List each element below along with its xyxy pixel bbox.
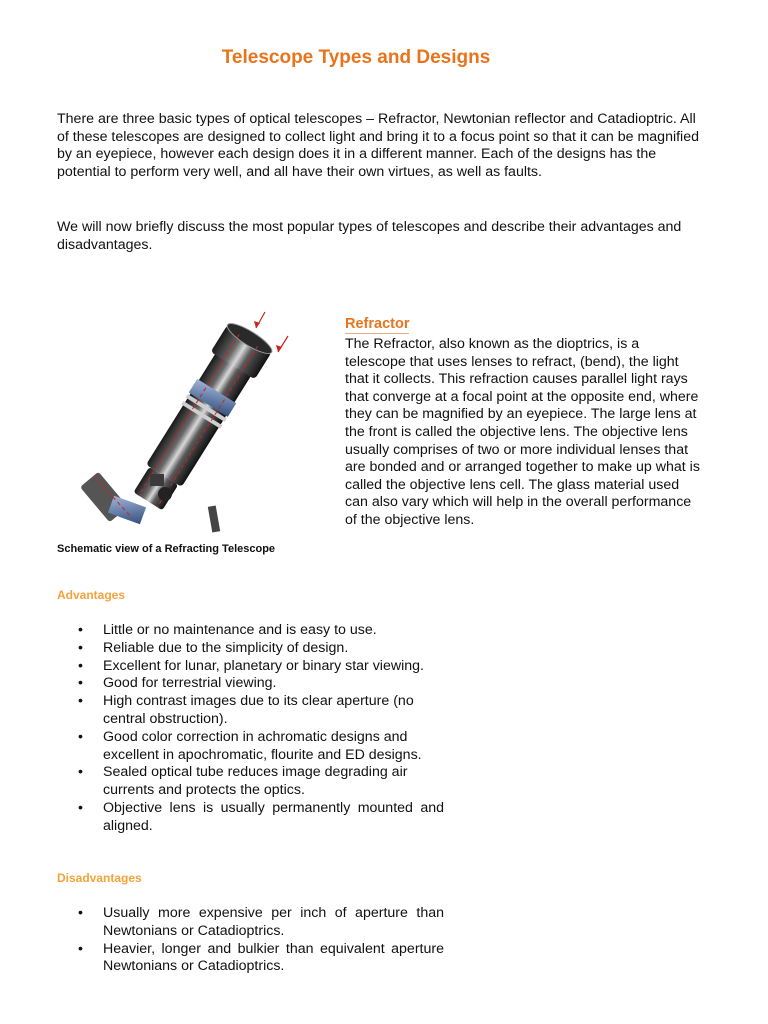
- refractor-paragraph: The Refractor, also known as the dioptrics, is a telescope that uses lenses to refract, (bend), the light that it collects. This refraction causes parallel light rays that converge at a focal point at the opposite end, where they can be magnified by an eyepiece. The large lens at the front is called the objective lens. The objective lens usually comprises of two or more individual lenses that are bonded and or arranged together to make up what is called the objective lens cell. The glass material used can also vary which will help in the overall performance of the objective lens.: [345, 336, 700, 528]
- list-item: • Heavier, longer and bulkier than equivalent aperture Newtonians or Catadioptrics.: [78, 940, 444, 975]
- disadvantages-list: [78, 905, 444, 976]
- bullet-icon: •: [78, 728, 83, 745]
- list-item: • Good for terrestrial viewing.: [78, 675, 277, 692]
- refractor-heading: Refractor: [345, 316, 410, 332]
- bullet-icon: •: [78, 657, 83, 674]
- bullet-icon: •: [78, 693, 83, 710]
- list-item: • High contrast images due to its clear aperture (no central obstruction).: [78, 693, 414, 727]
- bullet-icon: •: [78, 905, 83, 921]
- telescope-graphic: [70, 306, 295, 536]
- advantages-heading: Advantages: [57, 588, 126, 602]
- bullet-icon: •: [78, 940, 83, 957]
- list-item: • Little or no maintenance and is easy to use.: [78, 622, 377, 638]
- list-item: • Reliable due to the simplicity of design.: [78, 639, 349, 656]
- bullet-icon: •: [78, 799, 83, 816]
- bullet-icon: •: [78, 675, 83, 692]
- figure-caption: Schematic view of a Refracting Telescope: [57, 543, 276, 555]
- list-item: • Usually more expensive per inch of aperture than Newtonians or Catadioptrics.: [78, 905, 444, 939]
- page-title: Telescope Types and Designs: [221, 47, 491, 68]
- list-item: • Excellent for lunar, planetary or binary star viewing.: [78, 657, 424, 674]
- bullet-icon: •: [78, 622, 83, 638]
- refracting-telescope-illustration: [70, 306, 295, 536]
- list-item: • Sealed optical tube reduces image degrading air currents and protects the optics.: [78, 764, 408, 799]
- disadvantages-heading: Disadvantages: [57, 871, 142, 885]
- list-item: • Good color correction in achromatic designs and excellent in apochromatic, flourite and ED designs.: [78, 728, 422, 763]
- advantages-list: [78, 622, 444, 836]
- overview-paragraph: We will now briefly discuss the most popular types of telescopes and describe their advantages and disadvantages.: [57, 219, 682, 253]
- intro-paragraph: There are three basic types of optical telescopes – Refractor, Newtonian reflector and Catadioptric. All of these telescopes are designed to collect light and bring it to a focus point so that it can be magnified by an eyepiece, however each design does it in a different manner. Each of the designs has the potential to perform very well, and all have their own virtues, as well as faults.: [57, 111, 699, 180]
- list-item: • Objective lens is usually permanently mounted and aligned.: [78, 799, 444, 834]
- bullet-icon: •: [78, 764, 83, 781]
- bullet-icon: •: [78, 639, 83, 656]
